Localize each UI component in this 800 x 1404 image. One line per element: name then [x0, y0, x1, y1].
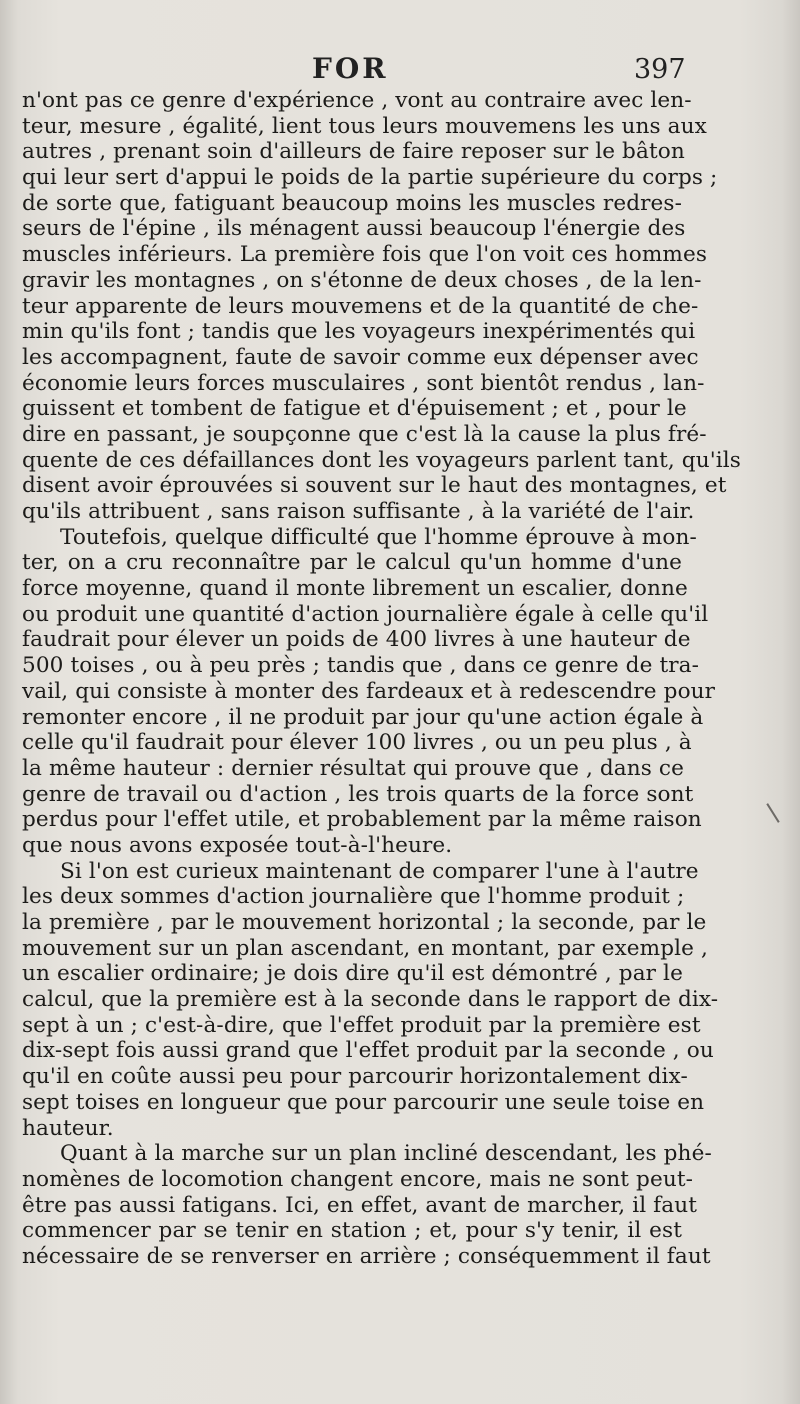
page-header: [0, 52, 800, 92]
text-line: remonter encore , il ne produit par jour qu'une action égale à: [22, 704, 704, 730]
text-line: gravir les montagnes , on s'étonne de deux choses , de la len-: [22, 267, 702, 293]
text-line: vail, qui consiste à monter des fardeaux et à redescendre pour: [22, 678, 716, 704]
text-line: la première , par le mouvement horizontal ; la seconde, par le: [22, 910, 707, 935]
text-line: Si l'on est curieux maintenant de comparer l'une à l'autre: [60, 858, 699, 884]
text-line: muscles inférieurs. La première fois que l'on voit ces hommes: [22, 242, 708, 268]
text-line: ou produit une quantité d'action journalière égale à celle qu'il: [22, 601, 709, 627]
text-line: de sorte que, fatiguant beaucoup moins les muscles redres-: [22, 190, 682, 216]
text-line: mouvement sur un plan ascendant, en montant, par exemple ,: [22, 935, 708, 961]
text-line: genre de travail ou d'action , les trois quarts de la force sont: [22, 781, 694, 807]
margin-pencil-mark: [766, 803, 779, 823]
text-line: min qu'ils font ; tandis que les voyageurs inexpérimentés qui: [22, 319, 696, 345]
paragraph: [22, 858, 719, 1142]
text-line: que nous avons exposée tout-à-l'heure.: [22, 832, 453, 858]
text-line: sept toises en longueur que pour parcourir une seule toise en: [22, 1089, 705, 1115]
text-line: seurs de l'épine , ils ménagent aussi beaucoup l'énergie des: [22, 216, 686, 242]
text-line: calcul, que la première est à la seconde dans le rapport de dix-: [22, 987, 719, 1013]
text-line: dire en passant, je soupçonne que c'est là la cause la plus fré-: [22, 421, 707, 447]
text-line: disent avoir éprouvées si souvent sur le haut des montagnes, et: [22, 473, 727, 499]
text-line: nécessaire de se renverser en arrière ; conséquemment il faut: [22, 1243, 711, 1269]
text-line: celle qu'il faudrait pour élever 100 livres , ou un peu plus , à: [22, 730, 692, 756]
text-line: les deux sommes d'action journalière que l'homme produit ;: [22, 884, 685, 910]
text-line: qu'il en coûte aussi peu pour parcourir horizontalement dix-: [22, 1064, 688, 1090]
paragraph: [22, 524, 716, 859]
text-line: la même hauteur : dernier résultat qui prouve que , dans ce: [22, 755, 685, 781]
text-line: force moyenne, quand il monte librement un escalier, donne: [22, 576, 688, 602]
page-edge-shadow: [782, 0, 800, 1404]
text-line: dix-sept fois aussi grand que l'effet produit par la seconde , ou: [22, 1038, 714, 1064]
text-line: un escalier ordinaire; je dois dire qu'il est démontré , par le: [22, 961, 683, 987]
text-line: qu'ils attribuent , sans raison suffisante , à la variété de l'air.: [22, 499, 695, 524]
text-line: faudrait pour élever un poids de 400 livres à une hauteur de: [22, 627, 691, 653]
text-line: sept à un ; c'est-à-dire, que l'effet produit par la première est: [22, 1012, 701, 1038]
text-line: Quant à la marche sur un plan incliné descendant, les phé-: [60, 1141, 712, 1167]
text-line: quente de ces défaillances dont les voyageurs parlent tant, qu'ils: [22, 447, 741, 473]
text-line: nomènes de locomotion changent encore, mais ne sont peut-: [22, 1166, 694, 1192]
text-line: autres , prenant soin d'ailleurs de faire reposer sur le bâton: [22, 139, 685, 165]
text-line: teur apparente de leurs mouvemens et de la quantité de che-: [22, 293, 699, 319]
paragraph: [22, 88, 741, 525]
text-line: les accompagnent, faute de savoir comme eux dépenser avec: [22, 344, 699, 370]
page-number: 397: [634, 54, 686, 85]
text-line: hauteur.: [22, 1115, 114, 1141]
text-line: commencer par se tenir en station ; et, pour s'y tenir, il est: [22, 1218, 682, 1244]
paragraph: [22, 1141, 712, 1269]
text-line: 500 toises , ou à peu près ; tandis que , dans ce genre de tra-: [22, 653, 700, 679]
running-head: FOR: [312, 52, 389, 85]
text-line: qui leur sert d'appui le poids de la partie supérieure du corps ;: [22, 165, 718, 191]
text-line: teur, mesure , égalité, lient tous leurs mouvemens les uns aux: [22, 113, 707, 139]
text-line: économie leurs forces musculaires , sont bientôt rendus , lan-: [22, 370, 705, 396]
text-line: Toutefois, quelque difficulté que l'homme éprouve à mon-: [60, 524, 697, 550]
text-line: guissent et tombent de fatigue et d'épuisement ; et , pour le: [22, 396, 687, 422]
text-line: ter, on a cru reconnaître par le calcul qu'un homme d'une: [22, 550, 682, 576]
text-line: n'ont pas ce genre d'expérience , vont au contraire avec len-: [22, 88, 692, 113]
text-line: perdus pour l'effet utile, et probablement par la même raison: [22, 807, 702, 833]
body-text: [22, 88, 741, 1270]
text-line: être pas aussi fatigans. Ici, en effet, avant de marcher, il faut: [22, 1192, 698, 1218]
